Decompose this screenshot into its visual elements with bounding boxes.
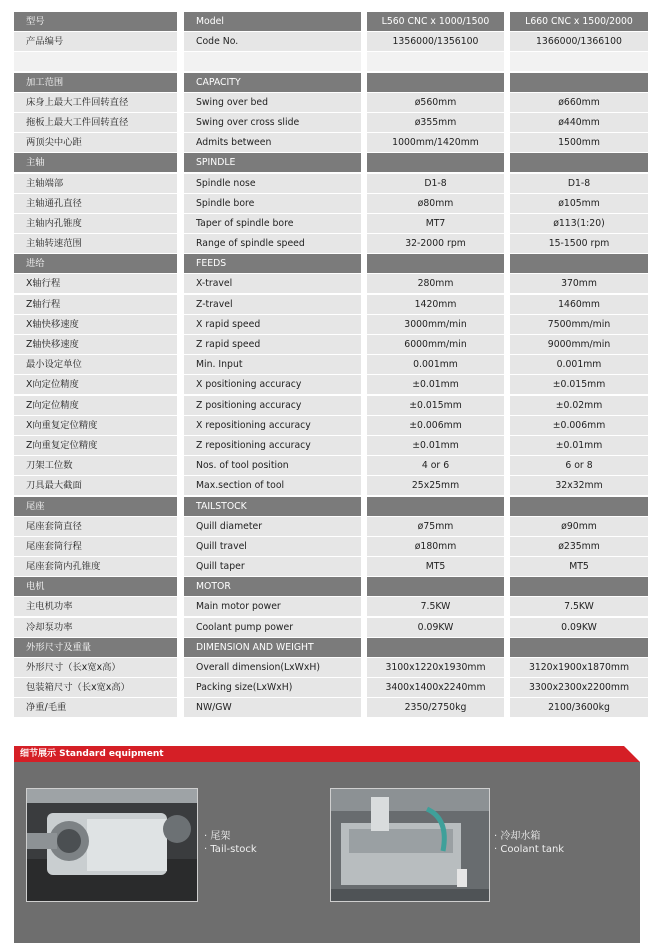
value-l660-cell: ø90mm (510, 517, 648, 536)
label-en-cell: Taper of spindle bore (184, 214, 361, 233)
value-l660-cell: L660 CNC x 1500/2000 (510, 12, 648, 31)
value-l660-cell (510, 52, 648, 71)
value-l560-cell: 2350/2750kg (367, 698, 504, 717)
spec-row (14, 174, 635, 194)
value-l560-cell: ±0.006mm (367, 416, 504, 435)
label-en-cell: Z positioning accuracy (184, 396, 361, 415)
label-en-cell: Range of spindle speed (184, 234, 361, 253)
label-cn-cell: 两顶尖中心距 (14, 133, 177, 152)
caption-tailstock-en: · Tail-stock (204, 844, 257, 855)
label-cn-cell: 外形尺寸及重量 (14, 638, 177, 657)
value-l560-cell: 280mm (367, 274, 504, 293)
label-cn-cell (14, 52, 177, 71)
value-l560-cell: 1356000/1356100 (367, 32, 504, 51)
standard-equipment-panel (14, 746, 640, 943)
value-l560-cell: 0.001mm (367, 355, 504, 374)
label-en-cell: Quill taper (184, 557, 361, 576)
value-l660-cell: ø660mm (510, 93, 648, 112)
value-l560-cell: 1420mm (367, 295, 504, 314)
label-en-cell: Swing over cross slide (184, 113, 361, 132)
label-cn-cell: 主轴转速范围 (14, 234, 177, 253)
spec-row (14, 678, 635, 698)
label-cn-cell: 拖板上最大工件回转直径 (14, 113, 177, 132)
value-l660-cell: ±0.01mm (510, 436, 648, 455)
value-l660-cell: 32x32mm (510, 476, 648, 495)
coolant-tank-illustration (331, 789, 489, 901)
value-l560-cell: D1-8 (367, 174, 504, 193)
label-cn-cell: X向重复定位精度 (14, 416, 177, 435)
label-cn-cell: 冷却泵功率 (14, 618, 177, 637)
value-l560-cell: ø355mm (367, 113, 504, 132)
caption-coolant-cn: · 冷却水箱 (494, 831, 541, 842)
spec-row (14, 537, 635, 557)
value-l660-cell: 1460mm (510, 295, 648, 314)
label-cn-cell: X轴行程 (14, 274, 177, 293)
value-l560-cell: 25x25mm (367, 476, 504, 495)
value-l660-cell (510, 73, 648, 92)
value-l660-cell: 7500mm/min (510, 315, 648, 334)
value-l560-cell: ø75mm (367, 517, 504, 536)
spec-row (14, 416, 635, 436)
value-l560-cell (367, 497, 504, 516)
value-l560-cell (367, 73, 504, 92)
value-l660-cell: 9000mm/min (510, 335, 648, 354)
label-en-cell: Nos. of tool position (184, 456, 361, 475)
value-l660-cell: ±0.02mm (510, 396, 648, 415)
label-en-cell: Z repositioning accuracy (184, 436, 361, 455)
spec-table (14, 12, 635, 719)
value-l560-cell: 3100x1220x1930mm (367, 658, 504, 677)
value-l560-cell (367, 638, 504, 657)
value-l660-cell (510, 153, 648, 172)
spec-row (14, 295, 635, 315)
label-cn-cell: 刀具最大截面 (14, 476, 177, 495)
section-header-row (14, 73, 635, 93)
value-l560-cell: 32-2000 rpm (367, 234, 504, 253)
value-l560-cell: 0.09KW (367, 618, 504, 637)
value-l660-cell: 1500mm (510, 133, 648, 152)
value-l660-cell: 3300x2300x2200mm (510, 678, 648, 697)
section-header-row (14, 497, 635, 517)
spec-row (14, 355, 635, 375)
label-en-cell: Z rapid speed (184, 335, 361, 354)
spec-row (14, 618, 635, 638)
label-cn-cell: 刀架工位数 (14, 456, 177, 475)
value-l660-cell: 1366000/1366100 (510, 32, 648, 51)
value-l660-cell: 15-1500 rpm (510, 234, 648, 253)
value-l560-cell: MT5 (367, 557, 504, 576)
label-en-cell: NW/GW (184, 698, 361, 717)
spec-row (14, 557, 635, 577)
label-en-cell: CAPACITY (184, 73, 361, 92)
label-cn-cell: 净重/毛重 (14, 698, 177, 717)
label-en-cell: TAILSTOCK (184, 497, 361, 516)
label-en-cell: Quill diameter (184, 517, 361, 536)
label-cn-cell: 主轴端部 (14, 174, 177, 193)
caption-tailstock-cn: · 尾架 (204, 831, 231, 842)
label-cn-cell: 主轴通孔直径 (14, 194, 177, 213)
label-cn-cell: 产品编号 (14, 32, 177, 51)
value-l560-cell: ø180mm (367, 537, 504, 556)
spec-row (14, 315, 635, 335)
section-header-row (14, 12, 635, 32)
value-l560-cell: 3400x1400x2240mm (367, 678, 504, 697)
value-l660-cell (510, 577, 648, 596)
coolant-tank-photo (330, 788, 490, 902)
value-l660-cell: 3120x1900x1870mm (510, 658, 648, 677)
spec-row (14, 274, 635, 294)
equipment-title: 细节展示 Standard equipment (20, 749, 164, 759)
spec-row (14, 32, 635, 52)
label-en-cell: X rapid speed (184, 315, 361, 334)
value-l660-cell: 2100/3600kg (510, 698, 648, 717)
spec-row (14, 597, 635, 617)
spec-row (14, 234, 635, 254)
value-l660-cell: D1-8 (510, 174, 648, 193)
label-cn-cell: 外形尺寸（长x宽x高） (14, 658, 177, 677)
value-l660-cell: ø105mm (510, 194, 648, 213)
label-cn-cell: 尾座套筒行程 (14, 537, 177, 556)
value-l560-cell: 1000mm/1420mm (367, 133, 504, 152)
spec-row (14, 52, 635, 72)
label-cn-cell: 加工范围 (14, 73, 177, 92)
value-l560-cell: ±0.01mm (367, 375, 504, 394)
value-l560-cell: ±0.015mm (367, 396, 504, 415)
tailstock-illustration (27, 789, 197, 901)
label-cn-cell: 尾座 (14, 497, 177, 516)
label-en-cell: FEEDS (184, 254, 361, 273)
label-en-cell: Spindle nose (184, 174, 361, 193)
section-header-row (14, 638, 635, 658)
label-cn-cell: 主电机功率 (14, 597, 177, 616)
spec-row (14, 436, 635, 456)
spec-row (14, 214, 635, 234)
equipment-header-bar (14, 746, 640, 762)
label-cn-cell: 床身上最大工件回转直径 (14, 93, 177, 112)
value-l560-cell: 7.5KW (367, 597, 504, 616)
value-l560-cell: 3000mm/min (367, 315, 504, 334)
value-l560-cell: ±0.01mm (367, 436, 504, 455)
label-cn-cell: 包装箱尺寸（长x宽x高） (14, 678, 177, 697)
label-en-cell: Quill travel (184, 537, 361, 556)
label-cn-cell: Z向重复定位精度 (14, 436, 177, 455)
spec-row (14, 335, 635, 355)
value-l660-cell (510, 497, 648, 516)
label-en-cell: Main motor power (184, 597, 361, 616)
value-l560-cell (367, 153, 504, 172)
label-cn-cell: 型号 (14, 12, 177, 31)
label-en-cell (184, 52, 361, 71)
spec-row (14, 658, 635, 678)
label-en-cell: X positioning accuracy (184, 375, 361, 394)
label-en-cell: Z-travel (184, 295, 361, 314)
label-cn-cell: 主轴 (14, 153, 177, 172)
label-en-cell: DIMENSION AND WEIGHT (184, 638, 361, 657)
section-header-row (14, 153, 635, 173)
value-l560-cell: ø560mm (367, 93, 504, 112)
value-l660-cell: ±0.015mm (510, 375, 648, 394)
value-l660-cell (510, 254, 648, 273)
spec-row (14, 698, 635, 718)
value-l660-cell: ø235mm (510, 537, 648, 556)
label-cn-cell: Z轴快移速度 (14, 335, 177, 354)
value-l560-cell (367, 577, 504, 596)
value-l560-cell: 4 or 6 (367, 456, 504, 475)
label-cn-cell: X轴快移速度 (14, 315, 177, 334)
spec-row (14, 517, 635, 537)
value-l660-cell: 370mm (510, 274, 648, 293)
value-l560-cell (367, 254, 504, 273)
spec-row (14, 396, 635, 416)
label-en-cell: X-travel (184, 274, 361, 293)
spec-row (14, 456, 635, 476)
value-l660-cell: 0.001mm (510, 355, 648, 374)
value-l660-cell: 6 or 8 (510, 456, 648, 475)
label-en-cell: Packing size(LxWxH) (184, 678, 361, 697)
value-l560-cell: ø80mm (367, 194, 504, 213)
label-en-cell: Overall dimension(LxWxH) (184, 658, 361, 677)
label-cn-cell: X向定位精度 (14, 375, 177, 394)
value-l560-cell: 6000mm/min (367, 335, 504, 354)
spec-row (14, 194, 635, 214)
value-l560-cell: MT7 (367, 214, 504, 233)
label-en-cell: SPINDLE (184, 153, 361, 172)
spec-row (14, 113, 635, 133)
value-l660-cell: 0.09KW (510, 618, 648, 637)
section-header-row (14, 254, 635, 274)
label-en-cell: MOTOR (184, 577, 361, 596)
value-l660-cell: ø440mm (510, 113, 648, 132)
label-en-cell: Coolant pump power (184, 618, 361, 637)
caption-coolant-en: · Coolant tank (494, 844, 565, 855)
label-en-cell: X repositioning accuracy (184, 416, 361, 435)
label-en-cell: Spindle bore (184, 194, 361, 213)
caption-tailstock (204, 830, 257, 856)
section-header-row (14, 577, 635, 597)
value-l560-cell (367, 52, 504, 71)
label-cn-cell: 最小设定单位 (14, 355, 177, 374)
value-l660-cell: MT5 (510, 557, 648, 576)
value-l660-cell: ±0.006mm (510, 416, 648, 435)
label-cn-cell: 尾座套筒直径 (14, 517, 177, 536)
spec-row (14, 476, 635, 496)
spec-row (14, 375, 635, 395)
label-cn-cell: 尾座套筒内孔锥度 (14, 557, 177, 576)
value-l560-cell: L560 CNC x 1000/1500 (367, 12, 504, 31)
spec-row (14, 93, 635, 113)
label-en-cell: Model (184, 12, 361, 31)
value-l660-cell: ø113(1:20) (510, 214, 648, 233)
label-en-cell: Code No. (184, 32, 361, 51)
value-l660-cell (510, 638, 648, 657)
label-cn-cell: 电机 (14, 577, 177, 596)
value-l660-cell: 7.5KW (510, 597, 648, 616)
tailstock-photo (26, 788, 198, 902)
label-en-cell: Max.section of tool (184, 476, 361, 495)
label-cn-cell: 主轴内孔锥度 (14, 214, 177, 233)
label-cn-cell: Z向定位精度 (14, 396, 177, 415)
label-cn-cell: Z轴行程 (14, 295, 177, 314)
label-cn-cell: 进给 (14, 254, 177, 273)
label-en-cell: Admits between (184, 133, 361, 152)
spec-row (14, 133, 635, 153)
caption-coolant-tank (494, 830, 564, 856)
label-en-cell: Min. Input (184, 355, 361, 374)
label-en-cell: Swing over bed (184, 93, 361, 112)
